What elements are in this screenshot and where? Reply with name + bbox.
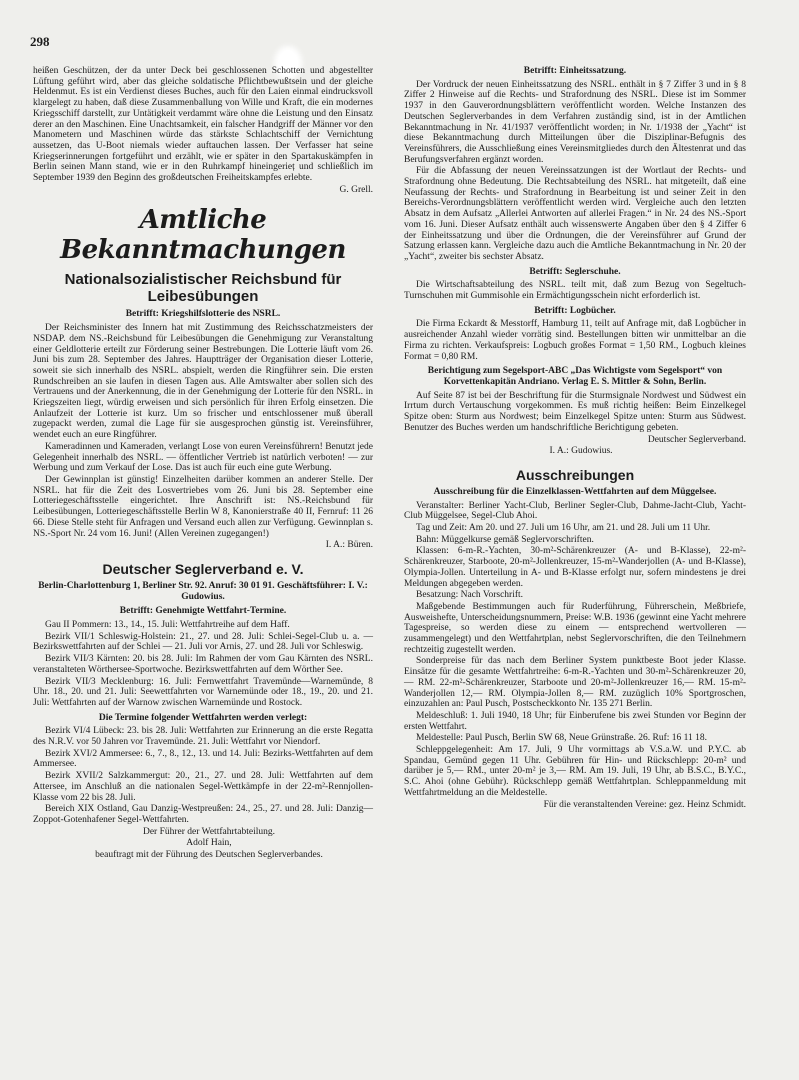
right-column	[404, 66, 746, 811]
banner-title: Amtliche Bekanntmachungen	[60, 205, 346, 266]
correction-signature-name: I. A.: Gudowius.	[549, 446, 613, 457]
moved-heading: Die Termine folgender Wettfahrten werden verlegt:	[98, 712, 308, 723]
left-column	[33, 66, 373, 862]
dsv-title: Deutscher Seglerverband e. V.	[102, 560, 304, 577]
shoes-paragraph: Die Wirtschaftsabteilung des NSRL. teilt mit, daß zum Bezug von Segeltuch-Turnschuhen mit Gummisohle ein Ermächtigungsschein nicht erforderlich ist.	[404, 280, 746, 302]
dsv-address: Berlin-Charlottenburg 1, Berliner Str. 92. Anruf: 30 01 91. Geschäftsführer: I. V.: Gudowius.	[38, 580, 368, 602]
lottery-paragraph: Der Gewinnplan ist günstig! Einzelheiten darüber kommen an anderer Stelle. Der NSRL. hat für die Zeit des Losvertriebes vom 26. Juni bis 28. September eine Lotteriegeschäftsstelle eingerichtet. Ihre Anschrift ist: NS.-Reichsbund für Leibesübungen, Lotteriegeschäftsstelle Berlin W 8, Kanonierstraße 40 II, Fernruf: 11 26 66. Diese Stelle steht für Anfragen und Versand euch allen zur Verfügung. Gewinnplan s. NS.-Sport Nr. 24 vom 16. Juni! (Allen Vereinen zugegangen!)	[33, 474, 373, 539]
moved-paragraph: Bezirk XVI/2 Ammersee: 6., 7., 8., 12., 13. und 14. Juli: Bezirks-Wettfahrten auf dem Ammersee.	[33, 748, 373, 770]
lottery-signature: I. A.: Büren.	[325, 540, 373, 551]
tender-paragraph: Meldeschluß: 1. Juli 1940, 18 Uhr; für Einberufene bis zwei Stunden vor Beginn der ersten Wettfahrt.	[404, 710, 746, 732]
dates-paragraph: Gau II Pommern: 13., 14., 15. Juli: Wettfahrtreihe auf dem Haff.	[45, 620, 290, 631]
logbook-paragraph: Die Firma Eckardt & Messtorff, Hamburg 11, teilt auf Anfrage mit, daß Logbücher in ausreichender Anzahl wieder vorrätig sind. Bestellungen bitten wir unmittelbar an die Firma zu richten. Verkaufspreis: Logbuch großes Format = 1,50 RM., Logbuch kleines Format = 0,80 RM.	[404, 319, 746, 362]
tender-signature: Für die veranstaltenden Vereine: gez. Heinz Schmidt.	[543, 799, 746, 810]
page-number: 298	[30, 34, 50, 49]
tender-paragraph: Tag und Zeit: Am 20. und 27. Juli um 16 Uhr, am 21. und 28. Juli um 11 Uhr.	[416, 523, 711, 534]
moved-paragraph: Bezirk XVII/2 Salzkammergut: 20., 21., 27. und 28. Juli: Wettfahrten auf dem Attersee, im Anschluß an die nationalen Segel-Wettkämpfe in der 22-m²-Rennjollen-Klasse vom 22 bis 28. Juli.	[33, 771, 373, 803]
nsrl-title: Nationalsozialistischer Reichsbund für Leibesübungen	[64, 271, 342, 306]
lottery-paragraph: Kameradinnen und Kameraden, verlangt Lose von euren Vereinsführern! Benutzt jede Gelegenheit innerhalb des NSRL. — öffentlicher Vertrieb ist natürlich verboten! — zur Werbung und zum Verkauf der Lose. Das ist auch für euch eine gute Werbung.	[33, 441, 373, 474]
lottery-paragraph: Der Reichsminister des Innern hat mit Zustimmung des Reichsschatzmeisters der NSDAP. dem NS.-Reichsbund für Leibesübungen die Genehmigung zur Veranstaltung einer Geldlotterie erteilt zur Förderung seiner Bestrebungen. Die Lotterie läuft vom 26. Juni bis zum 28. September des Jahres. Hauptträger der Organisation dieser Lotterie, soweit sie sich innerhalb des NSRL. abspielt, werden die Ringführer sein. Die ersten Rundschreiben an sie laufen in diesen Tagen aus. Alle Amtswalter aber sollen sich des Vertrauens und der Anerkennung, die in der Genehmigung der Lotterie für den NSRL. in Kriegszeiten liegt, würdig erweisen und sich persönlich für ihren Erfolg einsetzen. Die Anlaufzeit der Lotterie ist kurz. Um so frischer und entschlossener muß überall zugepackt werden, zumal die Lage für sie ausgesprochen günstig ist. Vereinsführer, wendet euch an eure Ringführer.	[33, 323, 373, 441]
unity-paragraph: Für die Abfassung der neuen Vereinssatzungen ist der Wortlaut der Rechts- und Strafordnung ohne Bedeutung. Die Rechtsabteilung des NSRL. hat mitgeteilt, daß eine Neufassung der Rechts- und Strafordnung in Bearbeitung ist und seiner Zeit in den Bereichs-Verordnungsblättern veröffentlicht werden wird. Vergleiche auch den letzten Absatz in dem Aufsatz „Allerlei Antworten auf allerlei Fragen.“ in Nr. 24 des NS.-Sport vom 16. Juni. Dieser Aufsatz enthält auch wissenswerte Angaben über den § 4 Ziffer 6 der Einheitssatzung und über die Ordnungen, die der Vereinsführer auf Grund der Satzung erlassen kann. Vergleiche dazu auch die Amtliche Bekanntmachung in Nr. 20 der „Yacht“, zweiter bis sechster Absatz.	[404, 166, 746, 262]
moved-signature-name: Adolf Hain,	[186, 838, 232, 849]
dates-paragraph: Bezirk VII/3 Mecklenburg: 16. Juli: Fernwettfahrt Travemünde—Warnemünde, 8 Uhr. 18., 20. und 21. Juli: Seewettfahrten vor Warnemünde oder 18., 19., 20. und 21. Juli: Wettfahrten auf der Warnow zwischen Warnemünde und Rostock.	[33, 676, 373, 708]
tender-paragraph: Veranstalter: Berliner Yacht-Club, Berliner Segler-Club, Dahme-Jacht-Club, Yacht-Club Müggelsee, Segel-Club Ahoi.	[404, 500, 746, 522]
tenders-title: Ausschreibungen	[515, 466, 635, 483]
tender-paragraph: Meldestelle: Paul Pusch, Berlin SW 68, Neue Grünstraße. 26. Ruf: 16 11 18.	[416, 733, 708, 744]
logbook-heading: Betrifft: Logbücher.	[534, 305, 616, 316]
moved-paragraph: Bereich XIX Ostland, Gau Danzig-Westpreußen: 24., 25., 27. und 28. Juli: Danzig—Zoppot-Gotenhafener Segel-Wettfahrten.	[33, 804, 373, 825]
shoes-heading: Betrifft: Seglerschuhe.	[529, 266, 621, 277]
dates-paragraph: Bezirk VII/1 Schleswig-Holstein: 21., 27. und 28. Juli: Schlei-Segel-Club u. a. — Bezirkswettfahrten auf der Schlei — 21. Juli vor Arnis, 27. und 28. Juli vor Schleswig.	[33, 631, 373, 653]
moved-signature-role: beauftragt mit der Führung des Deutschen Seglerverbandes.	[95, 850, 323, 861]
moved-paragraph: Bezirk VI/4 Lübeck: 23. bis 28. Juli: Wettfahrten zur Erinnerung an die erste Regatta des N.R.V. vor 50 Jahren vor Travemünde. 21. Juli: Wettfahrt vor Niendorf.	[33, 726, 373, 748]
lottery-heading: Betrifft: Kriegshilfslotterie des NSRL.	[125, 309, 281, 320]
tender-paragraph: Sonderpreise für das nach dem Berliner System punktbeste Boot jeder Klasse. Einsätze für die gesamte Wettfahrtreihe: 6-m-R.-Yachten und 30-m²-Schärenkreuzer 20,— RM. 22-m²-Schärenkreuzer, Starboote und 20-m²-Jollenkreuzer 16,— RM. 15-m²-Wanderjollen 12,— RM. Olympia-Jollen 8,— RM. zuzüglich 10% Sportgroschen, einzuzahlen an: Paul Pusch, Postscheckkonto Nr. 135 271 Berlin.	[404, 656, 746, 710]
moved-signature-line: Der Führer der Wettfahrtabteilung.	[142, 826, 275, 837]
tender-paragraph: Besatzung: Nach Vorschrift.	[416, 590, 524, 601]
review-text: heißen Geschützen, der da unter Deck bei geschlossenen Schotten und abgestellter Lüftung geführt wird, aber das gleiche soldatische Pflichtbewußtsein und der gleiche Heldenmut. Es ist ein Verdienst dieses Buches, auch für den Laien einmal eindrucksvoll klargelegt zu haben, daß diese Zusammenballung von Wille und Kraft, die ein modernes Kriegsschiff darstellt, zur Untätigkeit verdammt wäre ohne die Leistung und den Einsatz derer an den Maschinen. Eine Unachtsamkeit, ein falscher Handgriff der Männer vor den Manometern und Maschinen würde das stärkste Schlachtschiff der Vernichtung aussetzen, das U-Boot niemals wieder auftauchen lassen. Der Verfasser hat seine Kriegserinnerungen fortgeführt und erzählt, wie er später in den Spartakuskämpfen in Berlin seinen Mann stand, wie er in den Ruhrkampf hineingerieț und schließlich im September 1939 den Beginn des großdeutschen Freiheitskampfes erlebte.	[33, 66, 373, 184]
unity-heading: Betrifft: Einheitssatzung.	[523, 66, 627, 76]
tender-heading: Ausschreibung für die Einzelklassen-Wettfahrten auf dem Müggelsee.	[433, 486, 717, 497]
correction-heading: Berichtigung zum Segelsport-ABC „Das Wichtigste vom Segelsport“ von Korvettenkapitän Andriano. Verlag E. S. Mittler & Sohn, Berlin.	[427, 366, 723, 387]
dates-paragraph: Bezirk VII/3 Kärnten: 20. bis 28. Juli: Im Rahmen der vom Gau Kärnten des NSRL. veranstalteten Wörthersee-Sportwoche. Bezirkswettfahrten auf dem Wörther See.	[33, 654, 373, 675]
review-signature: G. Grell.	[339, 184, 373, 195]
tender-paragraph: Klassen: 6-m-R.-Yachten, 30-m²-Schärenkreuzer (A- und B-Klasse), 22-m²-Schärenkreuzer, Starboote, 20-m²-Jollenkreuzer, 15-m²-Wanderjollen (A- und B-Klasse), Olympia-Jollen. Unterteilung in A- und B-Klasse erfolgt nur, sofern mindestens je drei Meldungen abgegeben werden.	[404, 546, 746, 589]
correction-paragraph: Auf Seite 87 ist bei der Beschriftung für die Sturmsignale Nordwest und Südwest ein Irrtum durch Vertauschung vorgekommen. Es muß richtig heißen: Beim Einzelkegel Spitze oben: Sturm aus Nordwest; beim Einzelkegel Spitze unten: Sturm aus Südwest. Benutzer des Buches werden um handschriftliche Berichtigung gebeten.	[404, 390, 746, 433]
dates-heading: Betrifft: Genehmigte Wettfahrt-Termine.	[119, 606, 287, 617]
tender-paragraph: Schleppgelegenheit: Am 17. Juli, 9 Uhr vormittags ab V.S.a.W. und P.Y.C. ab Spandau, Gemünd gegen 11 Uhr. Gebühren für Hin- und Rückschlepp: 20-m² und darüber je 5,— RM., unter 20-m² je 3,— RM. Am 19. Juli, 19 Uhr, ab B.S.C., B.Y.C., S.C. Ahoi (ohne Gebühr). Rückschlepp gemäß Wettfahrtplan. Schleppanmeldung mit Wettfahrtmeldung an die Meldestelle.	[404, 745, 746, 798]
tender-paragraph: Bahn: Müggelkurse gemäß Seglervorschriften.	[416, 534, 594, 545]
tender-paragraph: Maßgebende Bestimmungen auch für Ruderführung, Führerschein, Meßbriefe, Ausweishefte, Unterscheidungsnummern, Preise: W.B. 1936 (gewinnt eine Yacht mehrere Tagespreise, so werden diese zu einem — entsprechend wertvolleren — zusammengelegt) und den Wettfahrtplan, nebst Seglervorschriften, die den Teilnehmern rechtzeitig zugestellt werden.	[404, 601, 746, 655]
unity-paragraph: Der Vordruck der neuen Einheitssatzung des NSRL. enthält in § 7 Ziffer 3 und in § 8 Ziffer 2 Hinweise auf die Rechts- und Strafordnung des NSRL. Diese ist im Sommer 1937 in den Gauverordnungsblättern veröffentlicht worden. Welche Instanzen des Deutschen Seglerverbandes in dem Verfahren zuständig sind, ist in der Amtlichen Bekanntmachung in Nr. 41/1937 veröffentlicht worden; in Nr. 1/1938 der „Yacht“ ist diese Bekanntmachung durch Mitteilungen über die Disziplinar-Befugnis des Vereinsführers, die Ausschließung eines Vereinsmitgliedes durch den Ältestenrat und das Berufungsverfahren ergänzt worden.	[404, 79, 746, 165]
correction-signature-org: Deutscher Seglerverband.	[647, 434, 746, 445]
